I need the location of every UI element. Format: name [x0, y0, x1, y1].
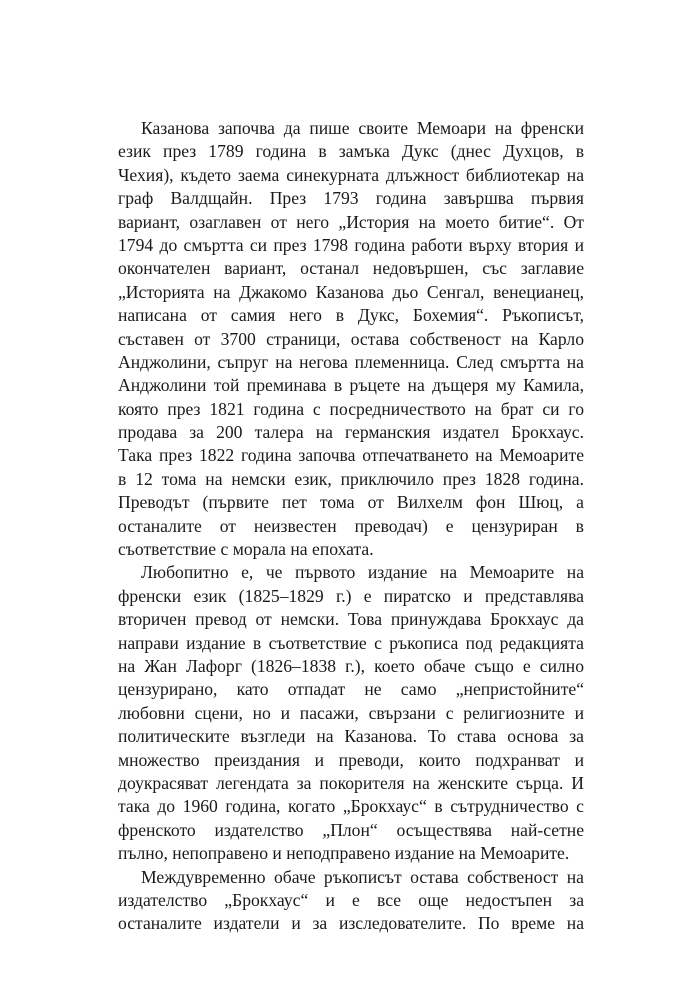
text-line: окончателен вариант, останал недовършен, със заглавие: [118, 258, 584, 279]
text-line: цензурирано, като отпадат не само „непристойните“: [118, 679, 584, 700]
text-line: съставен от 3700 страници, остава собственост на Карло: [118, 328, 584, 349]
text-line: Казанова започва да пише своите Мемоари на френски: [141, 118, 584, 138]
text-line: политическите възгледи на Казанова. То става основа за: [118, 726, 584, 747]
text-line: Чехия), където заема синекурната длъжност библиотекар на: [118, 164, 584, 185]
text-line: множество преиздания и преводи, които подхранват и: [118, 749, 584, 770]
paragraph-3: [118, 866, 584, 936]
text-line: написана от самия него в Дукс, Бохемия“. Ръкописът,: [118, 305, 584, 326]
paragraph-2: [118, 561, 584, 865]
text-line: която през 1821 година с посредничеството на брат си го: [118, 398, 584, 419]
text-line: Така през 1822 година започва отпечатването на Мемоарите: [118, 445, 584, 466]
text-line: „Историята на Джакомо Казанова дьо Сенгал, венецианец,: [118, 281, 584, 302]
text-line: Анджолини, съпруг на негова племенница. След смъртта на: [118, 351, 584, 372]
text-line: Анджолини той преминава в ръцете на дъщеря му Камила,: [118, 375, 584, 396]
text-line: направи издание в съответствие с ръкописа под редакцията: [118, 632, 584, 653]
text-line: останалите от неизвестен преводач) е цензуриран в: [118, 515, 584, 536]
text-line: граф Валдщайн. През 1793 година завършва първия: [118, 188, 584, 209]
text-line: така до 1960 година, когато „Брокхаус“ в сътрудничество с: [118, 796, 584, 817]
text-line: вторичен превод от немски. Това принуждава Брокхаус да: [118, 609, 584, 630]
text-line: в 12 тома на немски език, приключило през 1828 година.: [118, 468, 584, 489]
text-line: 1794 до смъртта си през 1798 година работи върху втория и: [118, 234, 584, 255]
text-line: вариант, озаглавен от него „История на моето битие“. От: [118, 211, 584, 232]
text-line: останалите издатели и за изследователите. По време на: [118, 913, 584, 934]
text-line: език през 1789 година в замъка Дукс (днес Духцов, в: [118, 141, 584, 162]
text-line: френското издателство „Плон“ осъществява най-сетне: [118, 819, 584, 840]
text-line: продава за 200 талера на германския издател Брокхаус.: [118, 422, 584, 443]
text-line: пълно, непоправено и неподправено издание на Мемоарите.: [118, 843, 570, 864]
text-line: френски език (1825–1829 г.) е пиратско и представлява: [118, 585, 584, 606]
body-text: [118, 117, 584, 936]
text-line: Любопитно е, че първото издание на Мемоарите на: [141, 562, 584, 583]
text-line: съответствие с морала на епохата.: [118, 539, 374, 560]
text-line: доукрасяват легендата за покорителя на женските сърца. И: [118, 772, 584, 793]
text-line: любовни сцени, но и пасажи, свързани с религиозните и: [118, 702, 584, 723]
text-line: издателство „Брокхаус“ и е все още недостъпен за: [118, 889, 584, 910]
text-line: Междувременно обаче ръкописът остава собственост на: [141, 866, 584, 887]
text-line: Преводът (първите пет тома от Вилхелм фон Шюц, а: [118, 492, 584, 513]
paragraph-1: [118, 117, 584, 561]
text-line: на Жан Лафорг (1826–1838 г.), което обаче също е силно: [118, 655, 584, 676]
